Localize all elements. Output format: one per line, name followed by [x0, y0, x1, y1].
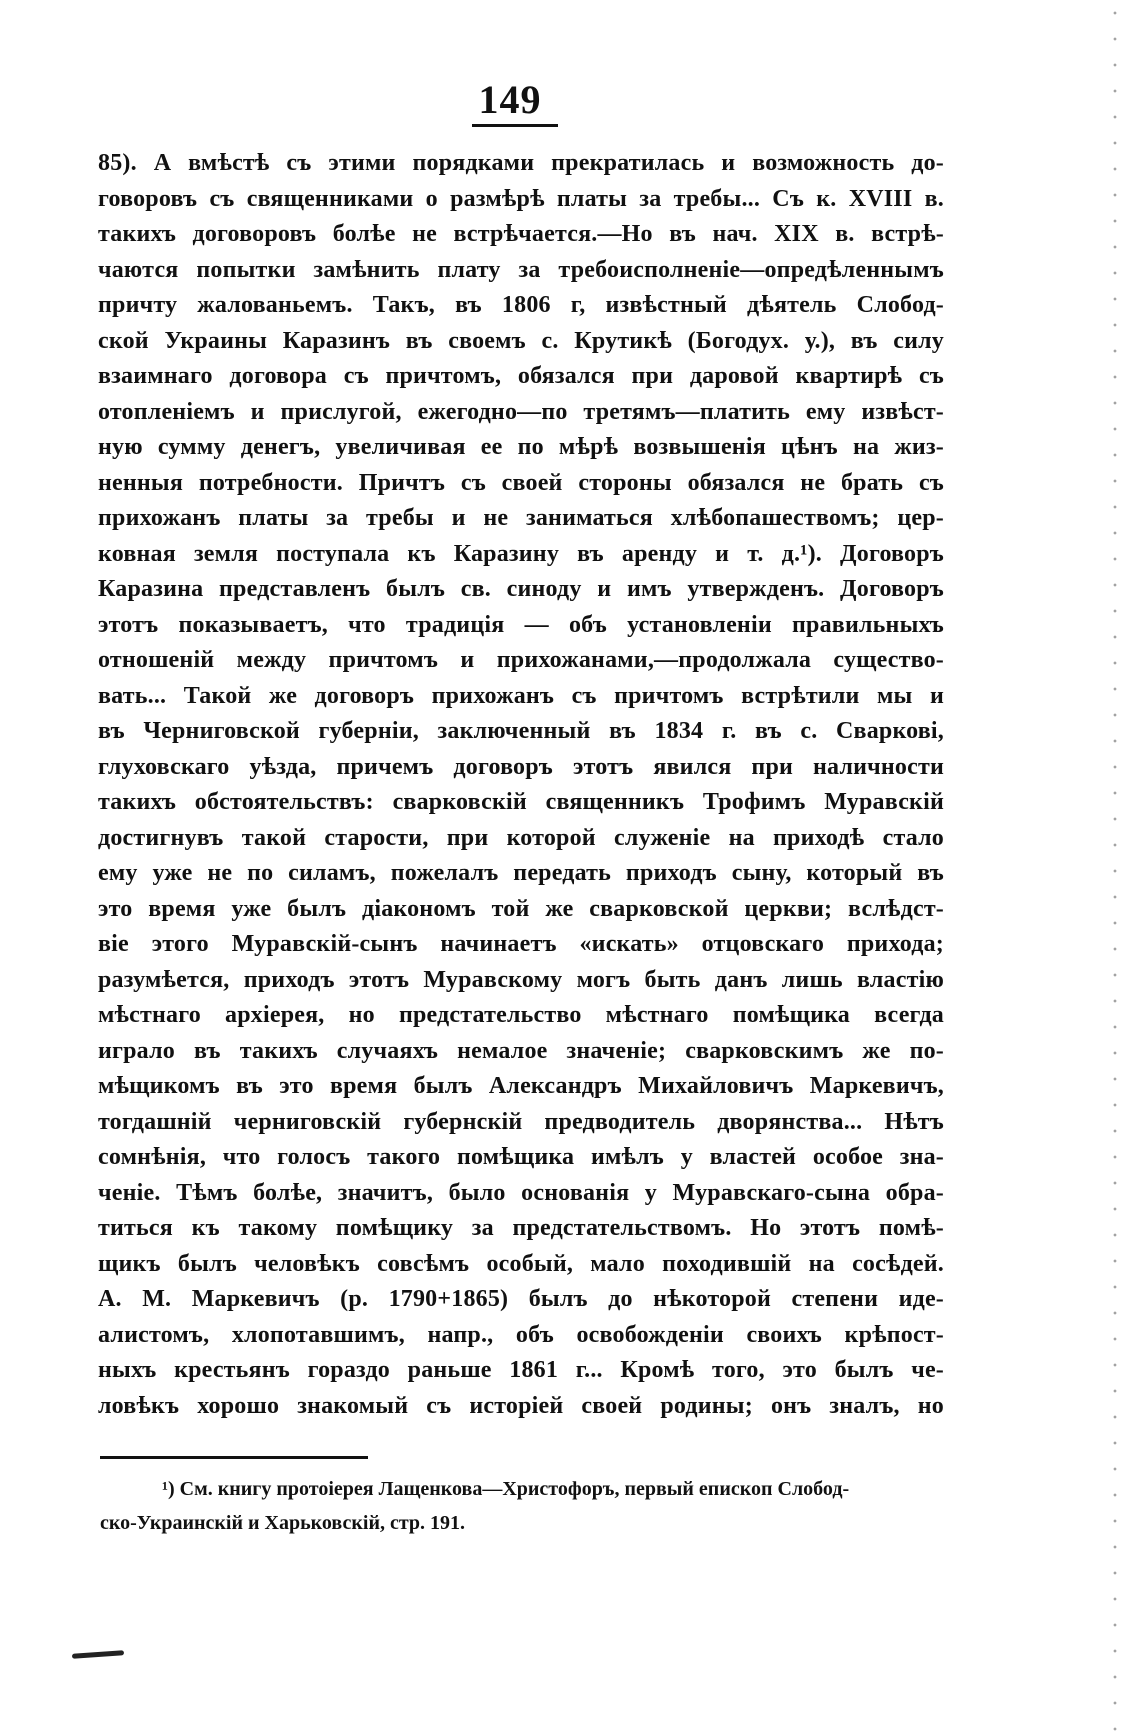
text-line: ской Украины Каразинъ въ своемъ с. Крутикѣ (Богодух. у.), въ силу — [98, 327, 944, 354]
text-line: достигнувъ такой старости, при которой служеніе на приходѣ стало — [98, 824, 944, 851]
text-line: тогдашній черниговскій губернскій предводитель дворянства... Нѣтъ — [98, 1108, 944, 1135]
text-line: ковная земля поступала къ Каразину въ аренду и т. д.¹). Договоръ — [98, 540, 944, 567]
text-line: А. М. Маркевичъ (р. 1790+1865) былъ до нѣкоторой степени иде- — [98, 1286, 944, 1312]
text-line: щикъ былъ человѣкъ совсѣмъ особый, мало походившій на сосѣдей. — [98, 1250, 944, 1277]
ink-smudge-mark — [72, 1650, 124, 1659]
text-line: ную сумму денегъ, увеличивая ее по мѣрѣ возвышенія цѣнъ на жиз- — [98, 434, 944, 460]
footnote — [100, 1472, 946, 1540]
text-line: играло въ такихъ случаяхъ немалое значеніе; сварковскимъ же по- — [98, 1037, 944, 1064]
text-line: віе этого Муравскій-сынъ начинаетъ «искать» отцовскаго прихода; — [98, 931, 944, 957]
text-line: говоровъ съ священниками о размѣрѣ платы за требы... Съ к. XVIII в. — [98, 185, 944, 212]
text-line: въ Черниговской губерніи, заключенный въ 1834 г. въ с. Сваркові, — [98, 718, 944, 744]
text-line: титься къ такому помѣщику за предстательствомъ. Но этотъ помѣ- — [98, 1215, 944, 1241]
text-line: сомнѣнія, что голосъ такого помѣщика имѣлъ у властей особое зна- — [98, 1144, 944, 1170]
text-line: взаимнаго договора съ причтомъ, обязался при даровой квартирѣ съ — [98, 363, 944, 389]
text-line: такихъ обстоятельствъ: сварковскій священникъ Трофимъ Муравскій — [98, 789, 944, 815]
text-line: прихожанъ платы за требы и не заниматься хлѣбопашествомъ; цер- — [98, 505, 944, 531]
text-line: ненныя потребности. Причтъ съ своей стороны обязался не брать съ — [98, 469, 944, 496]
footnote-separator — [100, 1456, 368, 1459]
text-line: этотъ показываетъ, что традиція — объ установленіи правильныхъ — [98, 611, 944, 638]
text-line: отношеній между причтомъ и прихожанами,—продолжала существо- — [98, 647, 944, 673]
text-line: алистомъ, хлопотавшимъ, напр., объ освобожденіи своихъ крѣпост- — [98, 1321, 944, 1348]
footnote-line: ско-Украинскій и Харьковскій, стр. 191. — [100, 1512, 466, 1534]
text-line: разумѣется, приходъ этотъ Муравскому могъ быть данъ лишь властію — [98, 966, 944, 993]
footnote-line: ¹) См. книгу протоіерея Лащенкова—Христофоръ, первый епископ Слобод- — [162, 1478, 850, 1500]
text-line: 85). А вмѣстѣ съ этими порядками прекратилась и возможность до- — [98, 150, 944, 176]
text-line: мѣстнаго архіерея, но предстательство мѣстнаго помѣщика всегда — [98, 1002, 944, 1028]
text-line: Каразина представленъ былъ св. синоду и имъ утвержденъ. Договоръ — [98, 576, 944, 602]
text-line: ченіе. Тѣмъ болѣе, значитъ, было основанія у Муравскаго-сына обра- — [98, 1179, 944, 1206]
page-number: 149 — [478, 77, 542, 122]
text-line: ловѣкъ хорошо знакомый съ исторіей своей родины; онъ зналъ, но — [98, 1392, 944, 1419]
text-line: мѣщикомъ въ это время былъ Александръ Михайловичъ Маркевичъ, — [98, 1073, 944, 1099]
page-number-rule — [472, 124, 558, 127]
text-line: причту жалованьемъ. Такъ, въ 1806 г, извѣстный дѣятель Слобод- — [98, 292, 944, 318]
text-line: чаются попытки замѣнить плату за требоисполненіе—опредѣленнымъ — [98, 256, 944, 283]
text-line: ему уже не по силамъ, пожелалъ передать приходъ сыну, который въ — [98, 860, 944, 886]
text-line: ныхъ крестьянъ гораздо раньше 1861 г... Кромѣ того, это былъ че- — [98, 1357, 944, 1383]
body-text — [98, 146, 944, 1424]
text-line: такихъ договоровъ болѣе не встрѣчается.—Но въ нач. XIX в. встрѣ- — [98, 221, 944, 247]
text-line: это время уже былъ діакономъ той же сварковской церкви; вслѣдст- — [98, 895, 944, 922]
text-line: отопленіемъ и прислугой, ежегодно—по третямъ—платить ему извѣст- — [98, 398, 944, 425]
scan-edge-artifact — [1110, 0, 1120, 1733]
text-line: глуховскаго уѣзда, причемъ договоръ этотъ явился при наличности — [98, 753, 944, 780]
text-line: вать... Такой же договоръ прихожанъ съ причтомъ встрѣтили мы и — [98, 682, 944, 709]
